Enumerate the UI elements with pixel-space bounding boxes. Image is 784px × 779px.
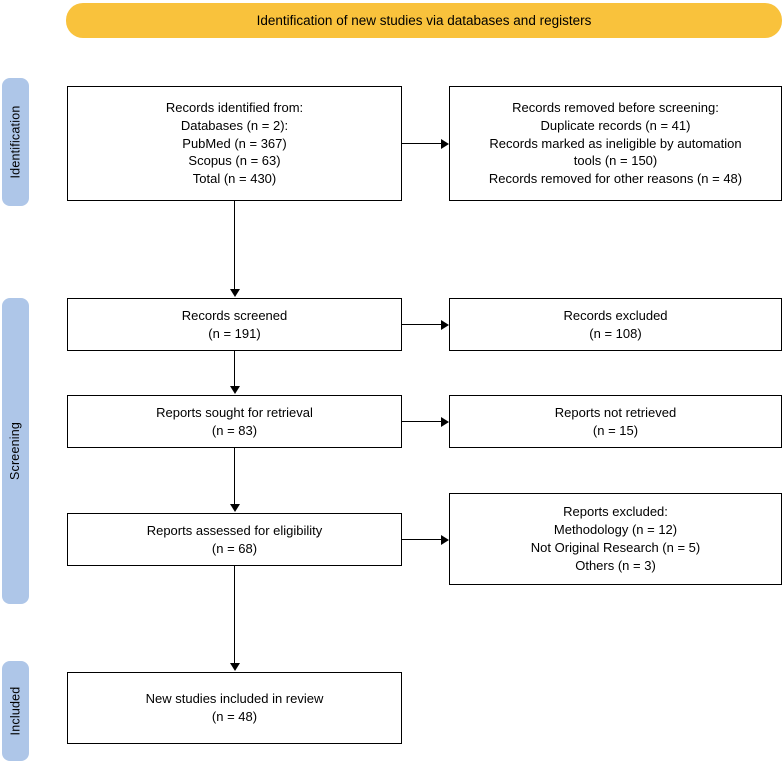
node-studies-included <box>67 672 402 744</box>
node-reports-excluded <box>449 493 782 585</box>
node-text-line: (n = 108) <box>589 325 642 341</box>
arrow-sought-to-assessed <box>230 504 240 512</box>
node-text-line: Records identified from: <box>165 99 304 115</box>
node-text-line: Records excluded <box>563 307 668 323</box>
stage-label-screening-text: Screening <box>8 421 23 481</box>
node-text-line: Methodology (n = 12) <box>553 522 678 538</box>
stage-label-screening <box>2 298 29 604</box>
node-text-line: Databases (n = 2): <box>180 117 289 133</box>
node-text-line: Records marked as ineligible by automation <box>489 135 742 151</box>
header-title: Identification of new studies via databases and registers <box>256 13 592 28</box>
node-text-line: Reports excluded: <box>563 504 668 520</box>
node-records-excluded <box>449 298 782 351</box>
arrow-screened-to-excluded <box>441 320 449 330</box>
node-text-line: (n = 15) <box>592 422 639 438</box>
node-text-line: (n = 83) <box>211 422 258 438</box>
node-text-line: Reports not retrieved <box>554 404 677 420</box>
node-records-removed <box>449 86 782 201</box>
arrow-sought-to-notretrieved <box>441 417 449 427</box>
node-text-line: Total (n = 430) <box>192 171 277 187</box>
node-reports-not-retrieved <box>449 395 782 448</box>
node-text-line: New studies included in review <box>145 691 324 707</box>
connector-sought-to-notretrieved <box>402 421 441 422</box>
node-text-line: (n = 48) <box>211 709 258 724</box>
node-text-line: Records removed for other reasons (n = 48) <box>488 171 743 187</box>
stage-label-identification <box>2 78 29 206</box>
node-text-line: Reports assessed for eligibility <box>146 522 323 538</box>
node-text-line: Others (n = 3) <box>575 557 656 573</box>
arrow-assessed-to-included <box>230 663 240 671</box>
connector-identified-to-screened <box>234 201 235 289</box>
stage-label-included-text: Included <box>8 686 23 736</box>
arrow-screened-to-sought <box>230 386 240 394</box>
node-text-line: tools (n = 150) <box>573 153 658 169</box>
stage-label-identification-text: Identification <box>8 105 23 179</box>
connector-screened-to-sought <box>234 351 235 387</box>
node-text-line: PubMed (n = 367) <box>182 135 287 151</box>
node-text-line: Not Original Research (n = 5) <box>530 540 701 555</box>
node-records-screened <box>67 298 402 351</box>
diagram-header-banner <box>66 3 782 38</box>
arrow-identified-to-screened <box>230 289 240 297</box>
connector-screened-to-excluded <box>402 324 441 325</box>
node-text-line: Records removed before screening: <box>512 99 719 115</box>
arrow-assessed-to-repexcluded <box>441 535 449 545</box>
node-text-line: Reports sought for retrieval <box>156 404 313 420</box>
node-text-line: Scopus (n = 63) <box>188 153 281 169</box>
connector-identified-to-removed <box>402 143 441 144</box>
node-text-line: Records screened <box>181 307 288 323</box>
node-records-identified <box>67 86 402 201</box>
node-text-line: (n = 191) <box>208 325 261 341</box>
node-text-line: Duplicate records (n = 41) <box>540 117 691 133</box>
node-reports-sought <box>67 395 402 448</box>
connector-assessed-to-repexcluded <box>402 539 441 540</box>
connector-sought-to-assessed <box>234 448 235 505</box>
node-text-line: (n = 68) <box>211 540 258 556</box>
node-reports-assessed <box>67 513 402 566</box>
stage-label-included <box>2 661 29 761</box>
arrow-identified-to-removed <box>441 139 449 149</box>
connector-assessed-to-included <box>234 566 235 664</box>
